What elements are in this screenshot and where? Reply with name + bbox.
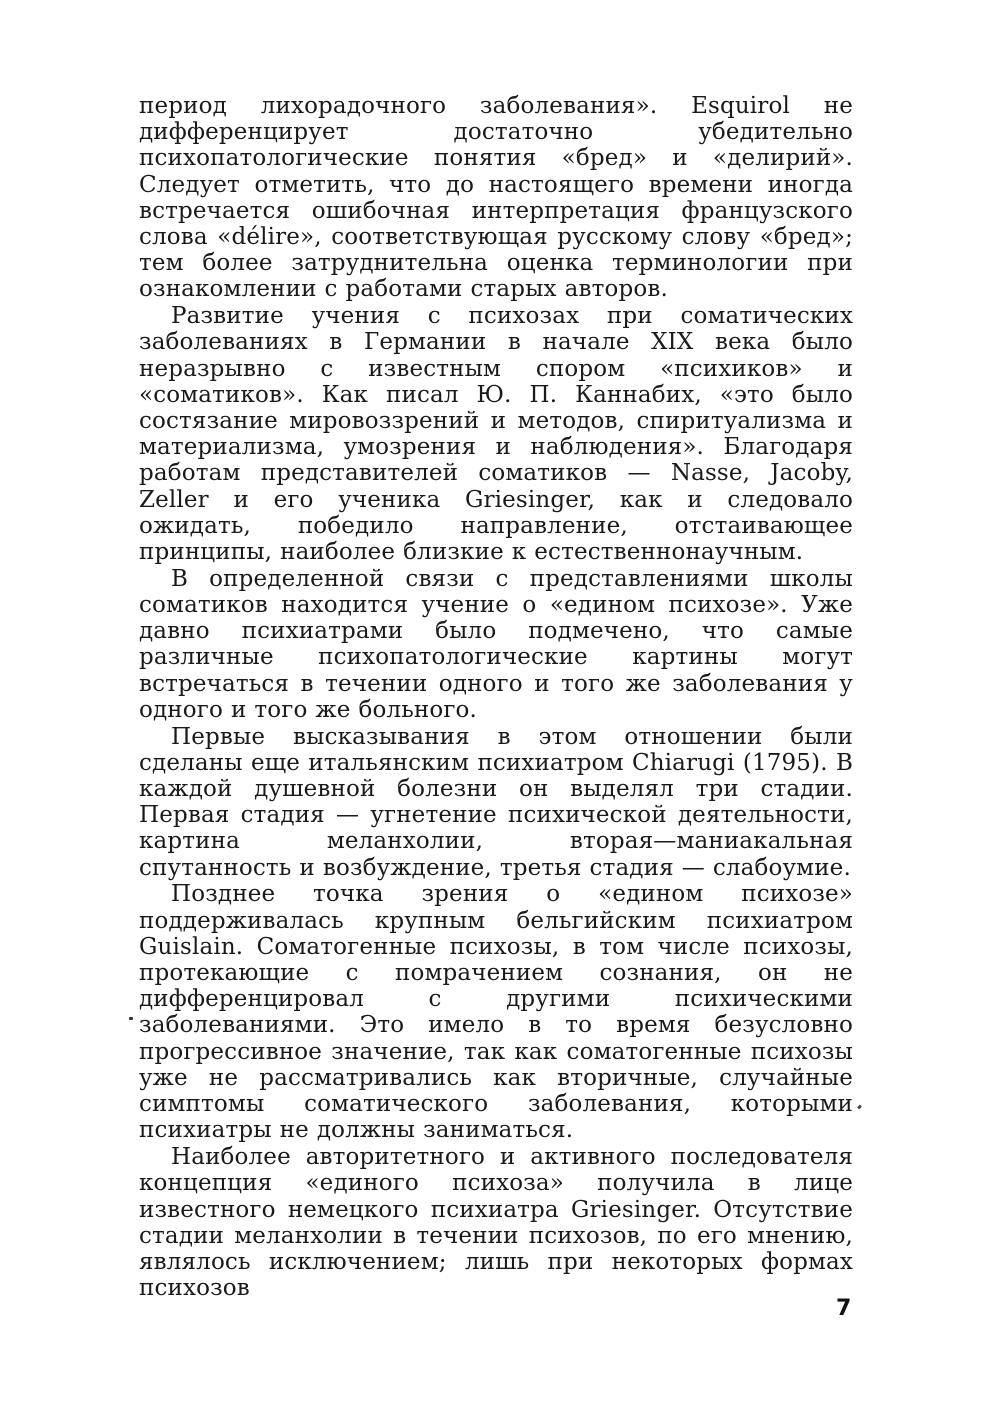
paragraph-1: период лихорадочного заболевания». Esquirol не дифференцирует достаточно убедительно психопатологические понятия «бред» и «делирий». Следует отметить, что до настоящего времени иногда встречается ошибочная интерпретация французского слова «délire», соответствующая русскому слову «бред»; тем более затруднительна оценка терминологии при ознакомлении с работами старых авторов. — [139, 93, 853, 303]
scan-speck — [857, 1105, 862, 1110]
paragraph-2: Развитие учения с психозах при соматических заболеваниях в Германии в начале XIX века было неразрывно с известным спором «психиков» и «соматиков». Как писал Ю. П. Каннабих, «это было состязание мировоззрений и методов, спиритуализма и материализма, умозрения и наблюдения». Благодаря работам представителей соматиков — Nasse, Jacoby, Zeller и его ученика Griesinger, как и следовало ожидать, победило направление, отстаивающее принципы, наиболее близкие к естественнонаучным. — [139, 303, 853, 566]
paragraph-5: Позднее точка зрения о «едином психозе» поддерживалась крупным бельгийским психиатром Guislain. Соматогенные психозы, в том числе психозы, протекающие с помрачением сознания, он не дифференцировал с другими психическими заболеваниями. Это имело в то время безусловно прогрессивное значение, так как соматогенные психозы уже не рассматривались как вторичные, случайные симптомы соматического заболевания, которыми психиатры не должны заниматься. — [139, 881, 853, 1144]
paragraph-6: Наиболее авторитетного и активного последователя концепция «единого психоза» получила в лице известного немецкого психиатра Griesinger. Отсутствие стадии меланхолии в течении психозов, по его мнению, являлось исключением; лишь при некоторых формах психозов — [139, 1144, 853, 1302]
paragraph-3: В определенной связи с представлениями школы соматиков находится учение о «едином психозе». Уже давно психиатрами было подмечено, что самые различные психопатологические картины могут встречаться в течении одного и того же заболевания у одного и того же больного. — [139, 565, 853, 723]
body-text — [139, 93, 853, 1302]
scan-speck — [129, 1017, 133, 1020]
paragraph-4: Первые высказывания в этом отношении были сделаны еще итальянским психиатром Chiarugi (1795). В каждой душевной болезни он выделял три стадии. Первая стадия — угнетение психической деятельности, картина меланхолии, вторая—маниакальная спутанность и возбуждение, третья стадия — слабоумие. — [139, 723, 853, 881]
page-number: 7 — [836, 1296, 852, 1321]
